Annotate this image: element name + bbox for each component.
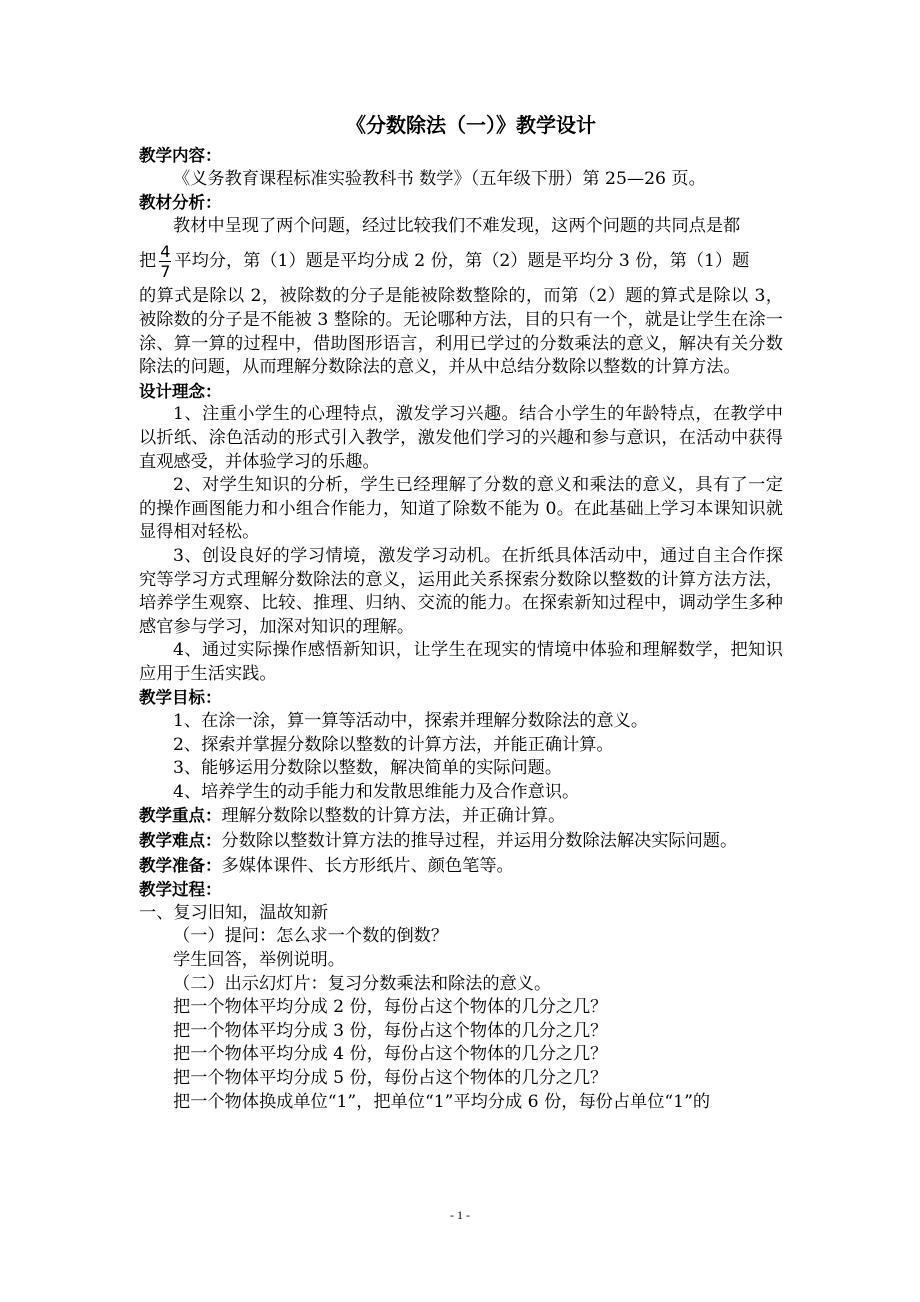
analysis-line-1: 教材中呈现了两个问题，经过比较我们不难发现，这两个问题的共同点是都 <box>173 215 741 236</box>
analysis-fraction-line <box>139 238 783 285</box>
fraction-four-sevenths <box>159 242 171 281</box>
process-line: 学生回答，举例说明。 <box>173 950 345 970</box>
preparation-text: 多媒体课件、长方形纸片、颜色笔等。 <box>221 855 514 876</box>
process-line: 把一个物体换成单位“1”，把单位“1”平均分成 6 份，每份占单位“1”的 <box>173 1091 711 1112</box>
analysis-frac-post: 平均分，第（1）题是平均分成 2 份，第（2）题是平均分 3 份，第（1）题 <box>174 251 750 272</box>
preparation <box>139 854 783 879</box>
objective-item: 2、探索并掌握分数除以整数的计算方法，并能正确计算。 <box>173 734 614 755</box>
philosophy-item: 2、对学生知识的分析，学生已经理解了分数的意义和乘法的意义，具有了一定的操作画图能力和小组合作能力，知道了除数不能为 0。在此基础上学习本课知识就显得相对轻松。 <box>139 475 783 543</box>
analysis-heading: 教材分析： <box>139 193 222 213</box>
objectives-heading: 教学目标： <box>139 688 222 708</box>
key-point-label: 教学重点： <box>139 806 222 826</box>
process-heading: 教学过程： <box>139 880 222 900</box>
objective-item: 1、在涂一涂，算一算等活动中，探索并理解分数除法的意义。 <box>173 711 649 732</box>
page-number: - 1 - <box>450 1208 470 1222</box>
analysis-rest: 的算式是除以 2，被除数的分子是能被除数整除的，而第（2）题的算式是除以 3，被除数的分子是不能被 3 整除的。无论哪种方法，目的只有一个，就是让学生在涂一涂、算一算的过程中，借助图形语言，利用已学过的分数乘法的意义，解决有关分数除法的问题，从而理解分数除法的意义，并从中总结分数除以整数的计算方法。 <box>139 286 783 378</box>
fraction-denominator: 7 <box>160 262 171 282</box>
objective-item: 4、培养学生的动手能力和发散思维能力及合作意识。 <box>173 781 580 802</box>
difficulty-text: 分数除以整数计算方法的推导过程，并运用分数除法解决实际问题。 <box>221 831 738 852</box>
process-line: 把一个物体平均分成 2 份，每份占这个物体的几分之几？ <box>173 997 608 1018</box>
fraction-numerator: 4 <box>160 242 171 262</box>
analysis-frac-pre: 把 <box>139 251 157 272</box>
philosophy-heading: 设计理念： <box>139 381 222 401</box>
difficulty-label: 教学难点： <box>139 831 222 851</box>
process-section-1: 一、复习旧知，温故知新 <box>139 902 329 923</box>
process-line: 把一个物体平均分成 3 份，每份占这个物体的几分之几？ <box>173 1020 608 1041</box>
content-text: 《义务教育课程标准实验教科书 数学》（五年级下册）第 25—26 页。 <box>173 168 706 189</box>
document-title: 《分数除法（一）》教学设计 <box>346 113 596 137</box>
philosophy-item: 1、注重小学生的心理特点，激发学习兴趣。结合小学生的年龄特点，在教学中以折纸、涂色活动的形式引入教学，激发他们学习的兴趣和参与意识，在活动中获得直观感受，并体验学习的乐趣。 <box>139 404 783 472</box>
document-page <box>139 112 783 1114</box>
key-point <box>139 804 783 829</box>
process-line: （二）出示幻灯片：复习分数乘法和除法的意义。 <box>173 973 552 994</box>
process-line: （一）提问：怎么求一个数的倒数？ <box>173 926 449 947</box>
philosophy-item: 3、创设良好的学习情境，激发学习动机。在折纸具体活动中，通过自主合作探究等学习方式理解分数除法的意义，运用此关系探索分数除以整数的计算方法方法，培养学生观察、比较、推理、归纳、交流的能力。在探索新知过程中，调动学生多种感官参与学习，加深对知识的理解。 <box>139 545 783 637</box>
content-heading: 教学内容： <box>139 146 222 165</box>
process-line: 把一个物体平均分成 5 份，每份占这个物体的几分之几？ <box>173 1067 608 1088</box>
philosophy-item: 4、通过实际操作感悟新知识，让学生在现实的情境中体验和理解数学，把知识应用于生活实践。 <box>139 640 783 684</box>
objective-item: 3、能够运用分数除以整数，解决简单的实际问题。 <box>173 758 563 779</box>
difficulty <box>139 829 783 854</box>
preparation-label: 教学准备： <box>139 855 222 875</box>
key-point-text: 理解分数除以整数的计算方法，并正确计算。 <box>221 806 566 827</box>
process-line: 把一个物体平均分成 4 份，每份占这个物体的几分之几？ <box>173 1044 608 1065</box>
